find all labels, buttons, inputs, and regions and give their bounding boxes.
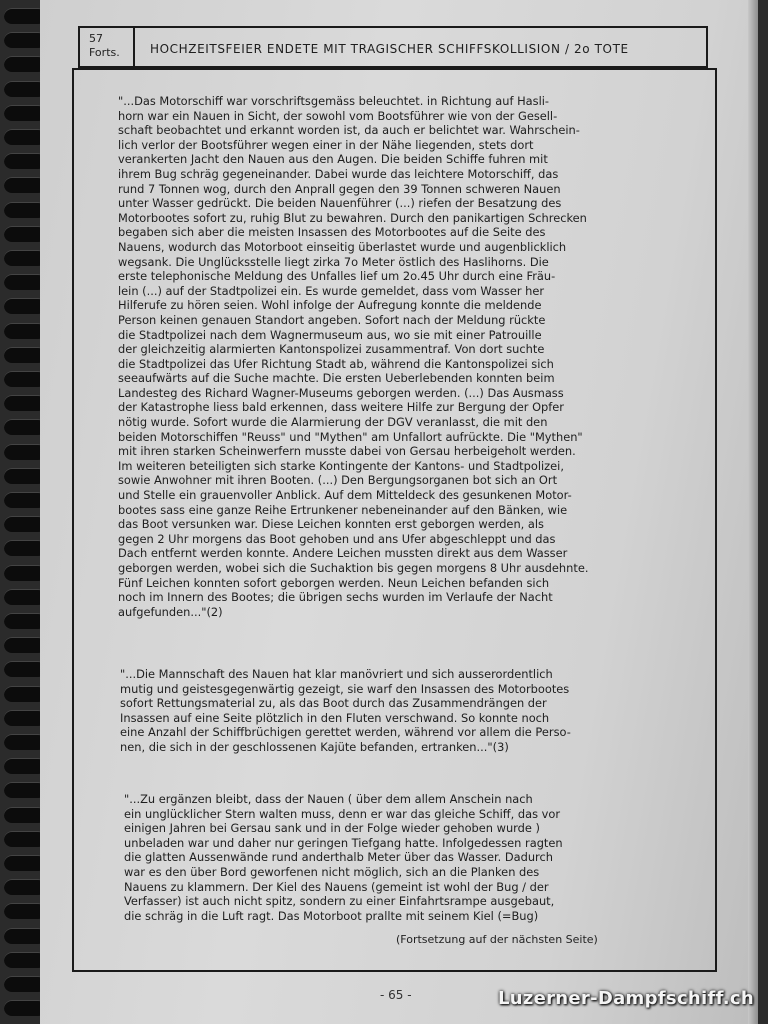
watermark: Luzerner-Dampfschiff.ch xyxy=(497,988,754,1009)
text-line: Landesteg des Richard Wagner-Museums geborgen werden. (...) Das Ausmass xyxy=(118,385,564,400)
text-line: beiden Motorschiffen "Reuss" und "Mythen" am Unfallort aufrückte. Die "Mythen" xyxy=(118,429,583,444)
header-forts: Forts. xyxy=(89,46,120,59)
page-header xyxy=(78,26,708,68)
text-line: geborgen werden, wobei sich die Suchaktion bis gegen morgens 8 Uhr ausdehnte. xyxy=(118,561,589,575)
text-line: sowie Anwohner mit ihren Booten. (...) Den Bergungsorganen bot sich an Ort xyxy=(118,473,558,488)
paragraph-2 xyxy=(120,667,698,755)
header-number-box xyxy=(80,28,135,66)
text-line: lich verlor der Bootsführer wegen einer in der Nähe liegenden, stets dort xyxy=(118,137,534,152)
text-line: die Stadtpolizei nach dem Wagnermuseum aus, wo sie mit einer Patrouille xyxy=(118,327,542,342)
text-line: Hilferufe zu hören seien. Wohl infolge der Aufregung konnte die meldende xyxy=(118,298,542,313)
page-edge xyxy=(748,0,758,1024)
text-line: horn war ein Nauen in Sicht, der sowohl vom Bootsführer wie von der Gesell- xyxy=(118,108,558,123)
text-line: der gleichzeitig alarmierten Kantonspolizei zusammentraf. Von dort suchte xyxy=(118,342,545,357)
paragraph-3 xyxy=(124,792,698,923)
text-line: Person keinen genauen Standort angeben. Sofort nach der Meldung rückte xyxy=(118,312,546,327)
text-line: Motorbootes sofort zu, ruhig Blut zu bewahren. Durch den panikartigen Schrecken xyxy=(118,210,587,225)
text-line: bootes sass eine ganze Reihe Ertrunkener nebeneinander auf den Bänken, wie xyxy=(118,502,568,517)
text-line: Nauens, wodurch das Motorboot einseitig überlastet wurde und augenblicklich xyxy=(118,239,567,254)
text-line: Fünf Leichen konnten sofort geborgen werden. Neun Leichen befanden sich xyxy=(118,575,550,590)
text-line: mit ihren starken Scheinwerfern musste dabei von Gersau herbeigeholt werden. xyxy=(118,444,576,459)
text-line: seeaufwärts auf die Suche machte. Die ersten Ueberlebenden konnten beim xyxy=(118,371,555,386)
text-line: sofort Rettungsmaterial zu, als das Boot durch das Zusammendrängen der xyxy=(120,696,547,711)
text-line: "...Die Mannschaft des Nauen hat klar manövriert und sich ausserordentlich xyxy=(120,667,553,681)
text-line: lein (...) auf der Stadtpolizei ein. Es wurde gemeldet, dass vom Wasser her xyxy=(118,283,545,298)
text-line: "...Zu ergänzen bleibt, dass der Nauen ( über dem allem Anschein nach xyxy=(124,792,533,806)
text-line: schaft beobachtet und erkannt worden ist, da auch er belichtet war. Wahrschein- xyxy=(118,123,580,138)
text-line: unter Wasser gedrückt. Die beiden Nauenführer (...) riefen der Besatzung des xyxy=(118,196,562,211)
text-line: aufgefunden..."(2) xyxy=(118,604,223,619)
header-number: 57 xyxy=(89,32,103,45)
page-number: - 65 - xyxy=(380,988,412,1002)
text-line: nötig wurde. Sofort wurde die Alarmierung der DGV veranlasst, die mit den xyxy=(118,415,548,430)
text-line: rund 7 Tonnen wog, durch den Anprall gegen den 39 Tonnen schweren Nauen xyxy=(118,181,561,196)
header-title: HOCHZEITSFEIER ENDETE MIT TRAGISCHER SCHIFFSKOLLISION / 2o TOTE xyxy=(150,42,629,56)
text-line: ihrem Bug schräg gegeneinander. Dabei wurde das leichtere Motorschiff, das xyxy=(118,166,559,181)
paragraph-1 xyxy=(118,94,696,619)
text-line: einigen Jahren bei Gersau sank und in der Folge wieder gehoben wurde ) xyxy=(124,821,540,836)
text-line: noch im Innern des Bootes; die übrigen sechs wurden im Verlaufe der Nacht xyxy=(118,590,553,605)
text-line: und Stelle ein grauenvoller Anblick. Auf dem Mitteldeck des gesunkenen Motor- xyxy=(118,488,572,503)
text-line: gegen 2 Uhr morgens das Boot gehoben und ans Ufer abgeschleppt und das xyxy=(118,531,556,546)
text-line: die Stadtpolizei das Ufer Richtung Stadt ab, während die Kantonspolizei sich xyxy=(118,356,554,371)
continuation-note: (Fortsetzung auf der nächsten Seite) xyxy=(396,933,598,946)
text-line: Insassen auf eine Seite plötzlich in den Fluten verschwand. So konnte noch xyxy=(120,710,550,725)
text-line: erste telephonische Meldung des Unfalles lief um 2o.45 Uhr durch eine Fräu- xyxy=(118,269,556,284)
text-line: ein unglücklicher Stern walten muss, denn er war das gleiche Schiff, das vor xyxy=(124,806,561,821)
text-line: "...Das Motorschiff war vorschriftsgemäss beleuchtet. in Richtung auf Hasli- xyxy=(118,94,550,108)
text-line: Dach entfernt werden konnte. Andere Leichen mussten direkt aus dem Wasser xyxy=(118,546,568,561)
text-line: das Boot versunken war. Diese Leichen konnten erst geborgen werden, als xyxy=(118,517,544,532)
text-line: nen, die sich in der geschlossenen Kajüte befanden, ertranken..."(3) xyxy=(120,739,509,754)
text-line: verankerten Jacht den Nauen aus den Augen. Die beiden Schiffe fuhren mit xyxy=(118,152,548,167)
text-line: Verfasser) ist auch nicht spitz, sondern zu einer Einfahrtsrampe ausgebaut, xyxy=(124,894,555,909)
text-line: der Katastrophe liess bald erkennen, dass weitere Hilfe zur Bergung der Opfer xyxy=(118,400,564,415)
text-line: Nauens zu klammern. Der Kiel des Nauens (gemeint ist wohl der Bug / der xyxy=(124,879,549,894)
text-line: die schräg in die Luft ragt. Das Motorboot prallte mit seinem Kiel (=Bug) xyxy=(124,908,539,923)
text-line: wegsank. Die Unglücksstelle liegt zirka 7o Meter östlich des Haslihorns. Die xyxy=(118,254,549,269)
text-line: mutig und geistesgegenwärtig gezeigt, sie warf den Insassen des Motorbootes xyxy=(120,681,570,696)
text-line: eine Anzahl der Schiffbrüchigen gerettet werden, während vor allem die Perso- xyxy=(120,725,571,740)
text-line: begaben sich aber die meisten Insassen des Motorbootes auf die Seite des xyxy=(118,225,546,240)
text-line: die glatten Aussenwände rund anderthalb Meter über das Wasser. Dadurch xyxy=(124,850,553,865)
text-line: war es den über Bord geworfenen nicht möglich, sich an die Planken des xyxy=(124,864,540,879)
text-line: Im weiteren beteiligten sich starke Kontingente der Kantons- und Stadtpolizei, xyxy=(118,458,564,473)
text-line: unbeladen war und daher nur geringen Tiefgang hatte. Infolgedessen ragten xyxy=(124,835,563,850)
